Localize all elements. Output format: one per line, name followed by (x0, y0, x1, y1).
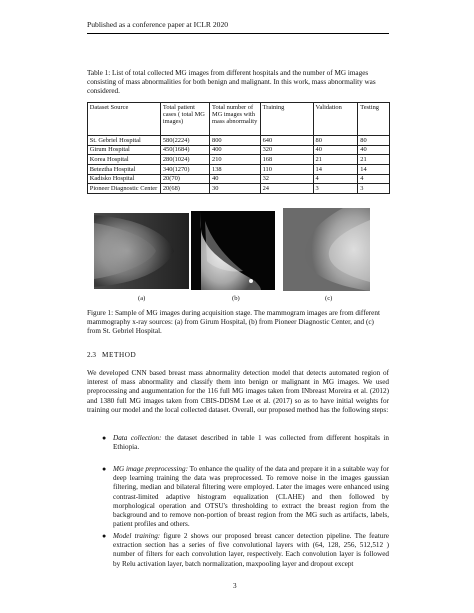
bullet-body: To enhance the quality of the data and prepare it in a suitable way for deep learning training the data was preprocessed. To remove noise in the images gaussian filtering, median and bilateral filtering were employed. Later the images were enhanced using contrast-limited adaptive histogram equalization (CLAHE) and then followed by morphological operation and OTSU's thresholding to extract the breast region from the background and to remove non-portion of breast region from the MG such as artifacts, labels, patient profiles and others. (113, 465, 389, 529)
table-header-cell: Total patient cases ( total MG images) (161, 103, 210, 136)
table-cell: 210 (210, 155, 261, 165)
bullet-body: the dataset described in table 1 was collected from different hospitals in Ethiopia. (113, 434, 389, 452)
table-cell: Beteztha Hospital (88, 164, 161, 174)
table-cell: 40 (358, 145, 390, 155)
table-header-cell: Total number of MG images with mass abnormality (210, 103, 261, 136)
table-cell: 110 (260, 164, 313, 174)
table-cell: 4 (358, 174, 390, 184)
table-header-cell: Testing (358, 103, 390, 136)
section-number: 2.3 (87, 351, 96, 359)
mammogram-image-a (94, 213, 189, 289)
table-row (88, 184, 390, 194)
table-cell: 14 (313, 164, 358, 174)
table-row (88, 136, 390, 146)
table-cell: 280(1024) (161, 155, 210, 165)
table-cell: 30 (210, 184, 261, 194)
table-cell: 21 (313, 155, 358, 165)
table-header-cell: Dataset Source (88, 103, 161, 136)
mammogram-image-b (191, 211, 275, 290)
table-cell: 4 (313, 174, 358, 184)
bullet-item-preprocessing (102, 465, 389, 529)
table-cell: 14 (358, 164, 390, 174)
page-number: 3 (233, 582, 237, 590)
table-cell: 24 (260, 184, 313, 194)
table-cell: 20(68) (161, 184, 210, 194)
bullet-body: figure 2 shows our proposed breast cancer detection pipeline. The feature extraction section has a series of five convolutional layers with (64, 128, 256, 512,512 ) number of filters for each convolution layer, respectively. Each convolution layer is followed by Relu activation layer, batch normalization, maxpooling layer and dropout except (113, 532, 389, 568)
bullet-head: Data collection: (113, 434, 162, 442)
table-header-cell: Training (260, 103, 313, 136)
table-cell: 800 (210, 136, 261, 146)
dataset-table (87, 102, 390, 194)
table-cell: 3 (313, 184, 358, 194)
table-cell: St. Gebriel Hospital (88, 136, 161, 146)
table-cell: 80 (358, 136, 390, 146)
method-paragraph: We developed CNN based breast mass abnormality detection model that detects automated region of interest of mass abnormality and classify them into benign or malignant in MG images. We used preprocessing and augumentation for the 116 full MG images taken from INbreast Moreira et al. (2012) and 1380 full MG images taken from CBIS-DDSM Lee et al. (2017) so as to have initial weights for training our model and the local collected dataset. Overall, our proposed method has the following steps: (87, 369, 389, 414)
table-cell: 3 (358, 184, 390, 194)
table-cell: 40 (210, 174, 261, 184)
table-caption: Table 1: List of total collected MG images from different hospitals and the number of MG images consisting of mass abnormalities for both benign and malignant. In this work, mass abnormality was considered. (87, 69, 376, 96)
header-rule (87, 33, 389, 34)
figure-label-b: (b) (232, 295, 240, 302)
bullet-item-model-training (102, 532, 389, 569)
bullet-dot-icon: ● (102, 434, 107, 442)
bullet-dot-icon: ● (102, 532, 107, 540)
table-cell: 21 (358, 155, 390, 165)
table-header-row (88, 103, 390, 136)
table-cell: Pioneer Diagnostic Center (88, 184, 161, 194)
section-title: METHOD (101, 351, 137, 359)
bullet-head: MG image preprocessing: (113, 465, 188, 473)
table-header-cell: Validation (313, 103, 358, 136)
table-cell: 450(1684) (161, 145, 210, 155)
table-cell: Kadisko Hospital (88, 174, 161, 184)
table-cell: 340(1270) (161, 164, 210, 174)
running-header: Published as a conference paper at ICLR 2020 (87, 20, 229, 29)
table-row (88, 174, 390, 184)
table-row (88, 164, 390, 174)
table-cell: Girum Hospital (88, 145, 161, 155)
bullet-dot-icon: ● (102, 465, 107, 473)
table-cell: 32 (260, 174, 313, 184)
table-cell: 80 (313, 136, 358, 146)
bullet-item-data-collection (102, 434, 389, 452)
figure-label-a: (a) (138, 295, 146, 302)
figure-label-c: (c) (325, 295, 333, 302)
section-heading (87, 351, 136, 359)
table-cell: 40 (313, 145, 358, 155)
table-cell: 168 (260, 155, 313, 165)
table-cell: 320 (260, 145, 313, 155)
mammogram-image-c (283, 208, 370, 291)
table-row (88, 145, 390, 155)
figure-caption: Figure 1: Sample of MG images during acquisition stage. The mammogram images are from different mammography x-ray sources: (a) from Girum Hospital, (b) from Pioneer Diagnostic Center, and (c) from St. Gebriel Hospital. (87, 309, 380, 336)
table-row (88, 155, 390, 165)
bullet-head: Model training: (113, 532, 161, 540)
table-cell: 138 (210, 164, 261, 174)
table-cell: 580(2224) (161, 136, 210, 146)
table-cell: 20(70) (161, 174, 210, 184)
table-cell: 400 (210, 145, 261, 155)
table-cell: 640 (260, 136, 313, 146)
table-cell: Korea Hospital (88, 155, 161, 165)
